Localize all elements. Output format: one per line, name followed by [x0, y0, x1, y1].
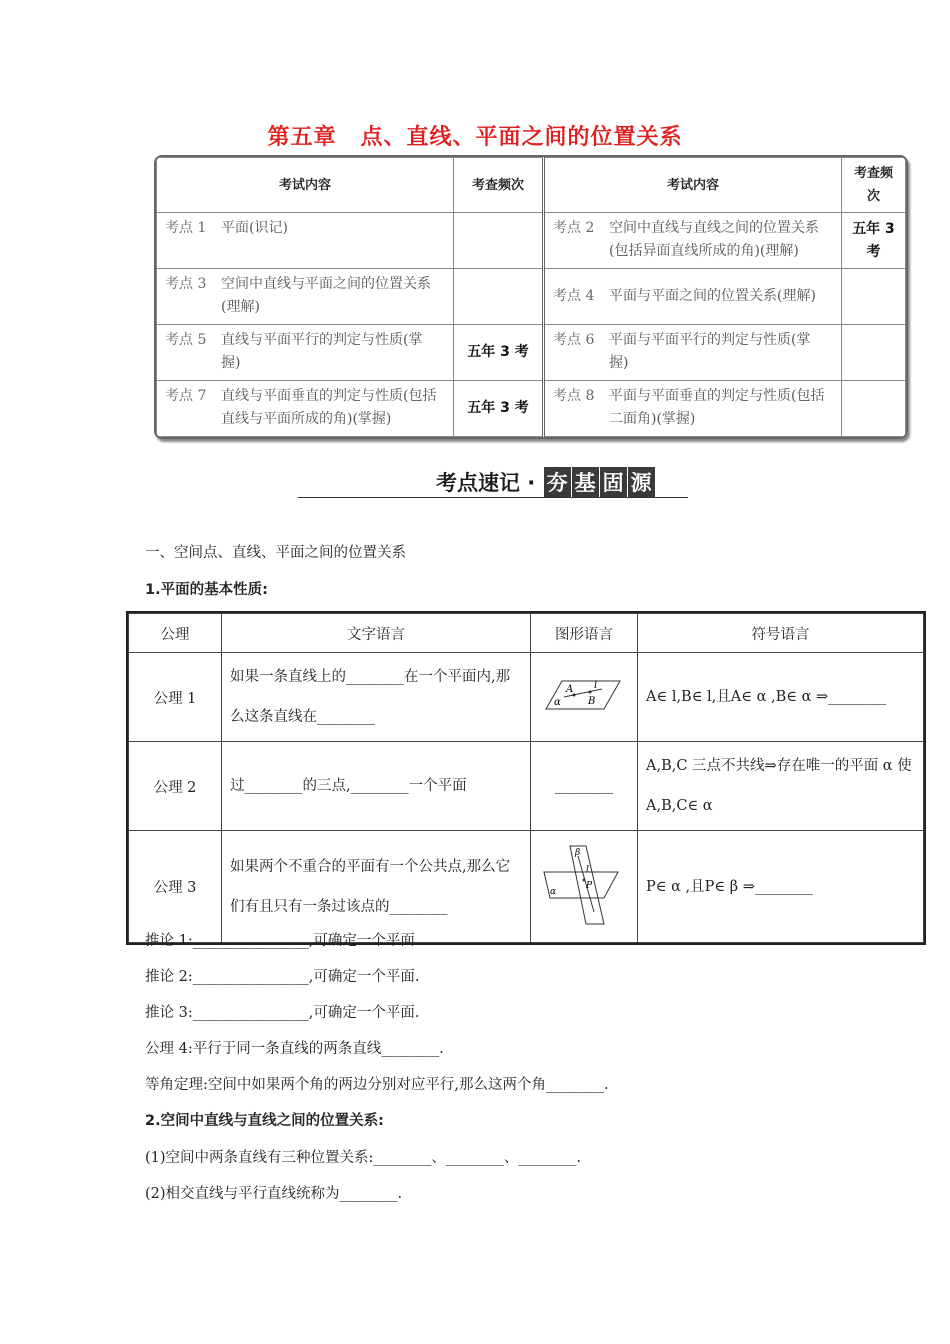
figure-label-P: P [586, 880, 593, 891]
topic-code: 考点 5 [165, 332, 207, 348]
axiom-name: 公理 2 [129, 742, 222, 831]
equal-angle-theorem: 等角定理:空间中如果两个角的两边分别对应平行,那么这两个角________. [145, 1077, 609, 1093]
banner-badge: 源 [628, 467, 655, 497]
topic-frequency [454, 269, 544, 325]
topic-frequency: 五年 3 考 [842, 213, 906, 269]
topic-frequency: 五年 3 考 [454, 325, 544, 381]
figure-label-beta: β [575, 847, 581, 858]
topics-row [157, 325, 906, 381]
corollary-2: 推论 2:________________,可确定一个平面. [145, 969, 420, 985]
chapter-number: 第五章 [267, 125, 337, 150]
topic-code: 考点 8 [553, 388, 595, 404]
topic-text: 直线与平面平行的判定与性质(掌握) [221, 332, 423, 371]
exam-topics-table [154, 155, 908, 439]
topic-code: 考点 3 [165, 276, 207, 292]
topic-text: 直线与平面垂直的判定与性质(包括直线与平面所成的角)(掌握) [221, 388, 437, 427]
topics-row [157, 213, 906, 269]
banner-badge: 基 [572, 467, 599, 497]
topic-frequency [842, 325, 906, 381]
axiom-name: 公理 1 [129, 653, 222, 742]
topic-code: 考点 1 [165, 220, 207, 236]
figure-label-l: l [586, 864, 589, 875]
topic-frequency [842, 269, 906, 325]
topic-text: 空间中直线与直线之间的位置关系(包括异面直线所成的角)(理解) [609, 220, 819, 259]
axiom-symbol: A∈ l,B∈ l,且A∈ α ,B∈ α ⇒________ [638, 653, 924, 742]
subheading-plane-properties: 1.平面的基本性质: [145, 582, 268, 598]
topic-text: 平面与平面之间的位置关系(理解) [609, 288, 816, 304]
topic-frequency: 五年 3 考 [454, 381, 544, 437]
topic-code: 考点 4 [553, 288, 595, 304]
header-frequency: 考查频次 [842, 158, 906, 213]
banner-underline [298, 497, 688, 498]
chapter-title [0, 120, 950, 151]
figure-label-A: A [566, 684, 574, 695]
axiom-header: 符号语言 [638, 614, 924, 653]
topics-row [157, 381, 906, 437]
axiom-figure-blank: ________ [531, 742, 638, 831]
subheading-line-relations: 2.空间中直线与直线之间的位置关系: [145, 1113, 384, 1129]
axiom-4: 公理 4:平行于同一条直线的两条直线________. [145, 1041, 444, 1057]
axiom-text: 过________的三点,________一个平面 [222, 742, 531, 831]
topic-code: 考点 7 [165, 388, 207, 404]
figure-label-l: l [594, 680, 598, 691]
axiom-header: 文字语言 [222, 614, 531, 653]
topic-code: 考点 2 [553, 220, 595, 236]
axiom-text: 如果一条直线上的________在一个平面内,那么这条直线在________ [222, 653, 531, 742]
line-relations-1: (1)空间中两条直线有三种位置关系:________、________、________. [145, 1150, 582, 1166]
intersecting-planes-figure [542, 842, 626, 928]
header-frequency: 考查频次 [454, 158, 544, 213]
topic-text: 平面与平面垂直的判定与性质(包括二面角)(掌握) [609, 388, 825, 427]
topic-frequency [454, 213, 544, 269]
axiom-symbol: P∈ α ,且P∈ β ⇒________ [638, 831, 924, 943]
axiom-row [129, 653, 924, 742]
corollary-3: 推论 3:________________,可确定一个平面. [145, 1005, 420, 1021]
axiom1-figure [531, 653, 638, 742]
figure-label-alpha: α [550, 886, 557, 897]
banner-text: 考点速记 · [436, 471, 536, 495]
header-content: 考试内容 [544, 158, 842, 213]
corollary-1: 推论 1:________________,可确定一个平面. [145, 933, 420, 949]
figure-label-alpha: α [554, 697, 561, 708]
axiom-symbol: A,B,C 三点不共线⇒存在唯一的平面 α 使A,B,C∈ α [638, 742, 924, 831]
axiom-name: 公理 3 [129, 831, 222, 943]
topic-text: 空间中直线与平面之间的位置关系(理解) [221, 276, 431, 315]
topic-text: 平面与平面平行的判定与性质(掌握) [609, 332, 811, 371]
axiom-row [129, 742, 924, 831]
topics-row [157, 269, 906, 325]
banner-badge: 固 [600, 467, 627, 497]
axiom3-figure [531, 831, 638, 943]
chapter-name: 点、直线、平面之间的位置关系 [360, 125, 683, 150]
axiom-header: 公理 [129, 614, 222, 653]
section-heading-1: 一、空间点、直线、平面之间的位置关系 [145, 545, 406, 561]
figure-label-B: B [588, 696, 596, 707]
banner-badge: 夯 [544, 467, 571, 497]
axioms-header-row [129, 614, 924, 653]
topic-frequency [842, 381, 906, 437]
topic-code: 考点 6 [553, 332, 595, 348]
axiom-text: 如果两个不重合的平面有一个公共点,那么它们有且只有一条过该点的________ [222, 831, 531, 943]
topic-text: 平面(识记) [221, 220, 288, 236]
axioms-table [126, 611, 926, 945]
section-banner [436, 467, 655, 497]
axiom-row [129, 831, 924, 943]
topics-header-row [157, 158, 906, 213]
plane-with-line-figure [544, 675, 624, 715]
header-content: 考试内容 [157, 158, 454, 213]
line-relations-2: (2)相交直线与平行直线统称为________. [145, 1186, 403, 1202]
axiom-header: 图形语言 [531, 614, 638, 653]
